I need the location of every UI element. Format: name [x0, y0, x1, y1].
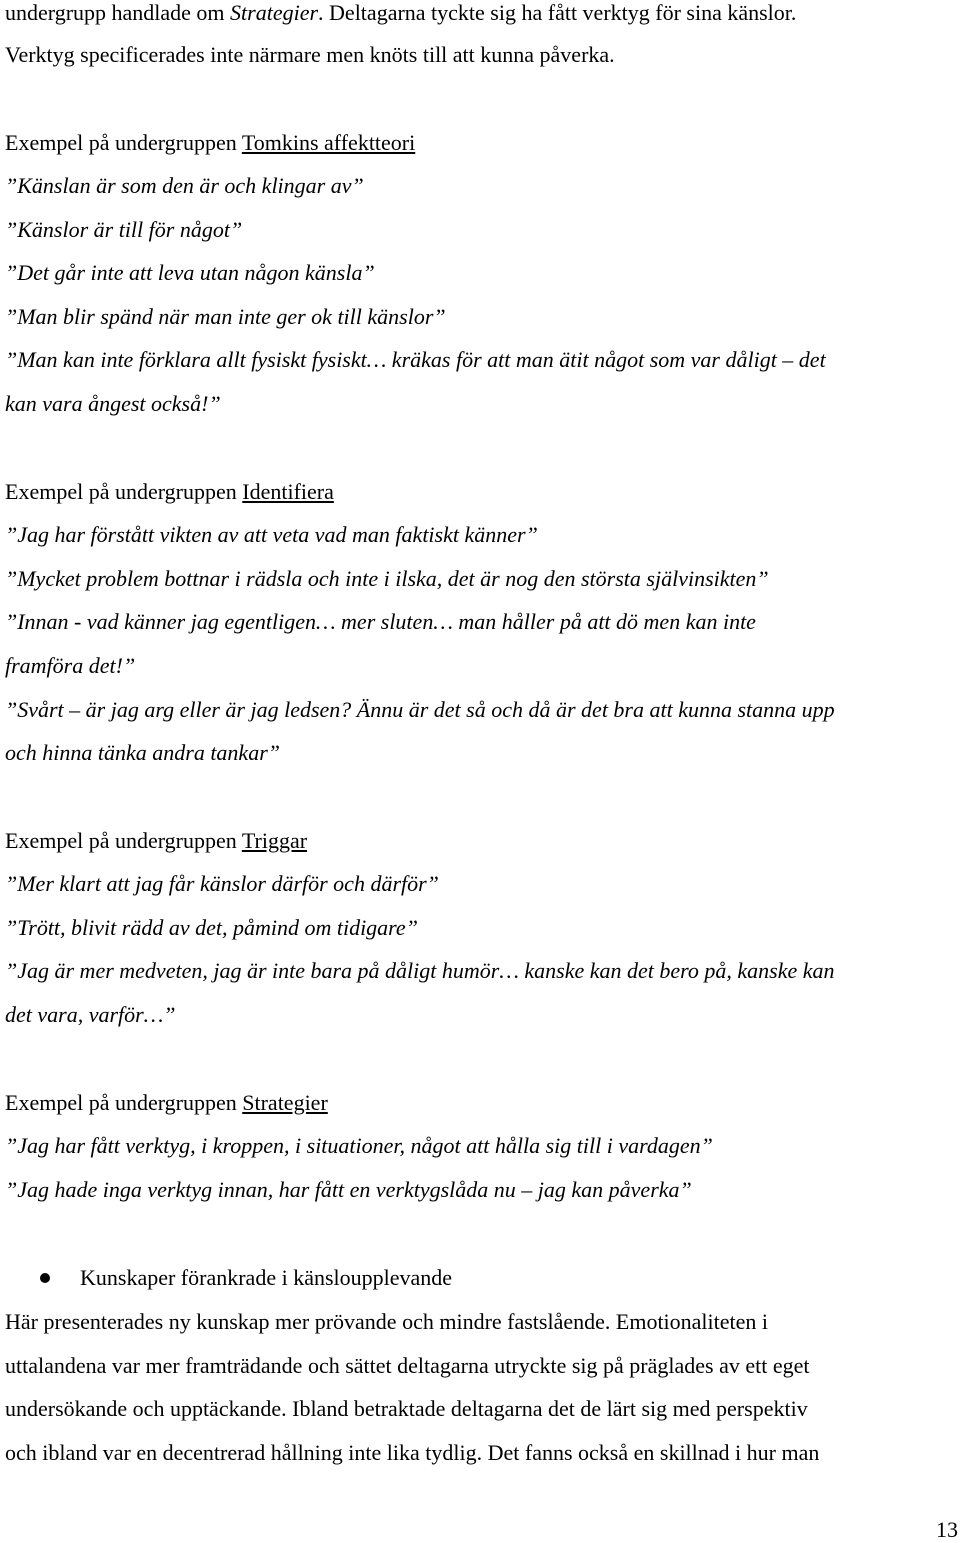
quote-line: ”Trött, blivit rädd av det, påmind om tidigare”: [5, 915, 418, 940]
quote-line: ”Jag är mer medveten, jag är inte bara på dåligt humör… kanske kan det bero på, kanske kan: [5, 958, 835, 983]
quote-line: ”Man kan inte förklara allt fysiskt fysiskt… kräkas för att man ätit något som var dåligt – det: [5, 347, 826, 372]
intro-line-2: Verktyg specificerades inte närmare men knöts till att kunna påverka.: [5, 42, 615, 67]
quote-line: ”Det går inte att leva utan någon känsla”: [5, 260, 375, 285]
heading-prefix: Exempel på undergruppen: [5, 479, 243, 504]
heading-prefix: Exempel på undergruppen: [5, 828, 242, 853]
section-heading-strategier: [5, 1090, 960, 1116]
bullet-item-label: Kunskaper förankrade i känsloupplevande: [80, 1265, 453, 1290]
intro-line-1: [5, 0, 960, 26]
heading-prefix: Exempel på undergruppen: [5, 130, 242, 155]
quote-line: framföra det!”: [5, 653, 136, 678]
quote-line: det vara, varför…”: [5, 1002, 176, 1027]
paragraph-line: och ibland var en decentrerad hållning inte lika tydlig. Det fanns också en skillnad i hur man: [5, 1440, 820, 1465]
quote-line: och hinna tänka andra tankar”: [5, 740, 280, 765]
quote-line: ”Mycket problem bottnar i rädsla och inte i ilska, det är nog den största självinsikten”: [5, 566, 769, 591]
paragraph-line: Här presenterades ny kunskap mer prövande och mindre fastslående. Emotionaliteten i: [5, 1309, 769, 1334]
section-heading-triggar: [5, 828, 960, 854]
paragraph-line: uttalandena var mer framträdande och sättet deltagarna utryckte sig på präglades av ett eget: [5, 1353, 810, 1378]
heading-subgroup-name: Identifiera: [242, 479, 334, 504]
heading-subgroup-name: Strategier: [242, 1090, 328, 1115]
quote-line: ”Innan - vad känner jag egentligen… mer sluten… man håller på att dö men kan inte: [5, 609, 756, 634]
quote-line: ”Känslor är till för något”: [5, 217, 243, 242]
bullet-icon: [40, 1273, 50, 1283]
heading-subgroup-name: Tomkins affektteori: [241, 130, 416, 155]
quote-line: ”Känslan är som den är och klingar av”: [5, 173, 364, 198]
quote-line: ”Man blir spänd när man inte ger ok till känslor”: [5, 304, 446, 329]
page-number: 13: [936, 1517, 958, 1542]
quote-line: kan vara ångest också!”: [5, 391, 221, 416]
quote-line: ”Jag har förstått vikten av att veta vad man faktiskt känner”: [5, 522, 538, 547]
intro-text: undergrupp handlade om: [5, 0, 231, 25]
heading-subgroup-name: Triggar: [241, 828, 308, 853]
quote-line: ”Jag har fått verktyg, i kroppen, i situationer, något att hålla sig till i vardagen”: [5, 1133, 713, 1158]
section-heading-identifiera: [5, 479, 960, 505]
intro-text: . Deltagarna tyckte sig ha fått verktyg för sina känslor.: [318, 0, 797, 25]
intro-emphasis: Strategier: [230, 0, 319, 25]
heading-prefix: Exempel på undergruppen: [5, 1090, 243, 1115]
quote-line: ”Jag hade inga verktyg innan, har fått en verktygslåda nu – jag kan påverka”: [5, 1177, 692, 1202]
quote-line: ”Svårt – är jag arg eller är jag ledsen? Ännu är det så och då är det bra att kunna stanna upp: [5, 697, 835, 722]
quote-line: ”Mer klart att jag får känslor därför och därför”: [5, 871, 439, 896]
section-heading-tomkins: [5, 130, 960, 156]
paragraph-line: undersökande och upptäckande. Ibland betraktade deltagarna det de lärt sig med perspektiv: [5, 1396, 808, 1421]
